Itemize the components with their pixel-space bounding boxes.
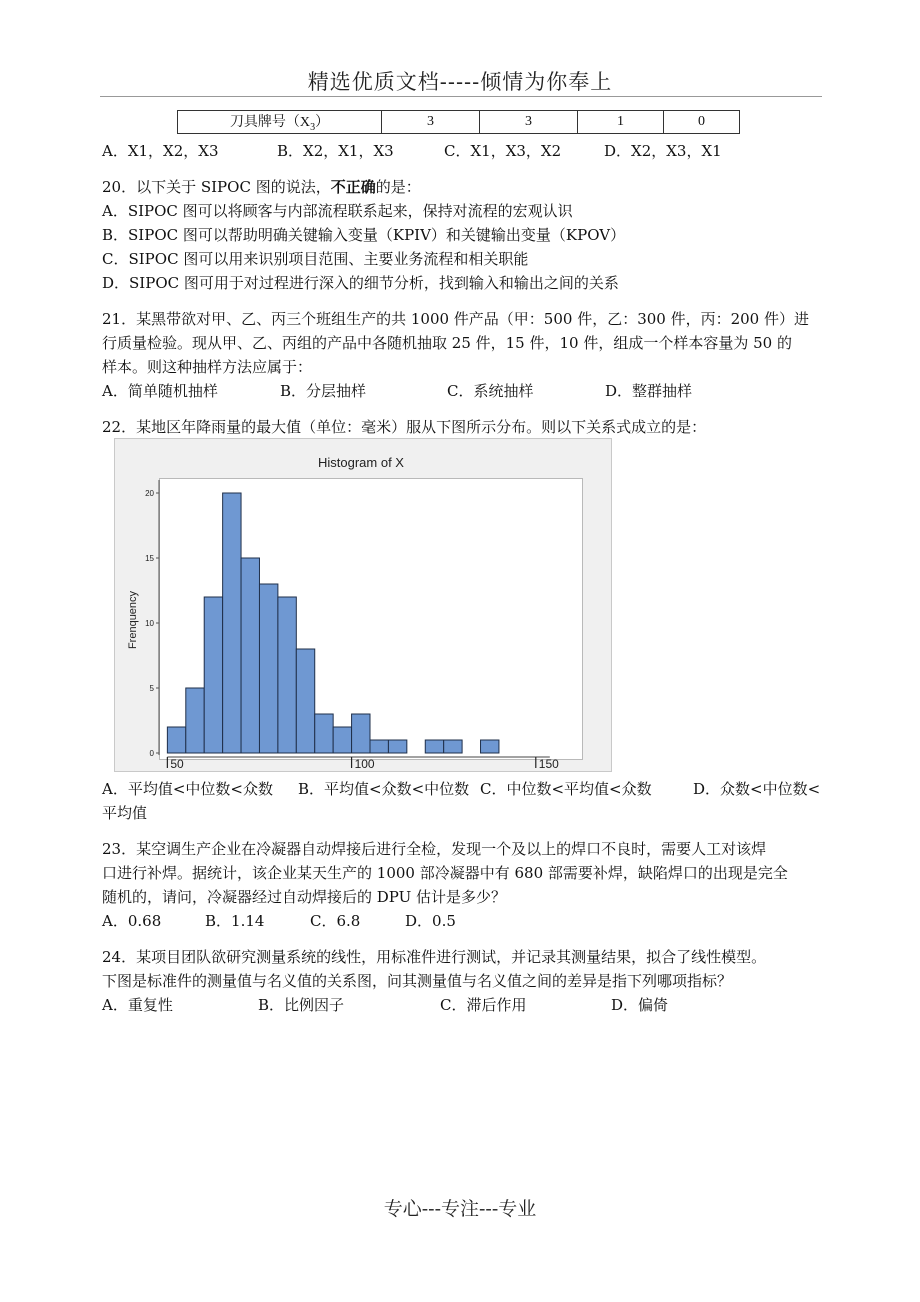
- q22-option-d: D．众数<中位数<: [693, 780, 821, 798]
- y-tick-label: 10: [145, 619, 154, 628]
- q21-option-c: C．系统抽样: [447, 382, 534, 400]
- q23-option-c: C．6.8: [310, 912, 361, 930]
- y-tick-label: 5: [149, 684, 154, 693]
- q20-option-a: A．SIPOC 图可以将顾客与内部流程联系起来，保持对流程的宏观认识: [102, 202, 573, 220]
- table-cell: 3: [480, 111, 578, 134]
- q20-option-d: D．SIPOC 图可用于对过程进行深入的细节分析，找到输入和输出之间的关系: [102, 274, 619, 292]
- q20-option-c: C．SIPOC 图可以用来识别项目范围、主要业务流程和相关职能: [102, 250, 529, 268]
- q24-stem-line-1: 24．某项目团队欲研究测量系统的线性，用标准件进行测试，并记录其测量结果，拟合了线性模型。: [102, 948, 767, 966]
- q24-option-b: B．比例因子: [258, 996, 345, 1014]
- q22-option-c: C．中位数<平均值<众数: [480, 780, 652, 798]
- q20-option-b: B．SIPOC 图可以帮助明确关键输入变量（KPIV）和关键输出变量（KPOV）: [102, 226, 626, 244]
- q21-stem-line-3: 样本。则这种抽样方法应属于：: [102, 358, 313, 376]
- q23-option-a: A．0.68: [102, 912, 162, 930]
- x-tick-label: 50: [170, 757, 184, 771]
- q19-option-d: D．X2，X3，X1: [604, 142, 722, 160]
- q24-option-d: D．偏倚: [611, 996, 669, 1014]
- y-tick-label: 0: [149, 749, 154, 758]
- q19-option-b: B．X2，X1，X3: [277, 142, 394, 160]
- q21-option-d: D．整群抽样: [605, 382, 693, 400]
- table-cell: 0: [664, 111, 740, 134]
- q22-option-a: A．平均值<中位数<众数: [102, 780, 273, 798]
- q22-option-b: B．平均值<众数<中位数: [298, 780, 470, 798]
- header-divider: [100, 96, 822, 97]
- q21-option-b: B．分层抽样: [280, 382, 367, 400]
- q24-stem-line-2: 下图是标准件的测量值与名义值的关系图，问其测量值与名义值之间的差异是指下列哪项指标？: [102, 972, 733, 990]
- table-cell: 1: [578, 111, 664, 134]
- histogram-plot-area: [159, 478, 583, 760]
- x-tick-label: 150: [538, 757, 559, 771]
- q21-stem-line-1: 21．某黑带欲对甲、乙、丙三个班组生产的共 1000 件产品（甲：500 件，乙：300 件，丙：200 件）进: [102, 310, 809, 328]
- q19-option-c: C．X1，X3，X2: [444, 142, 562, 160]
- q19-option-a: A．X1，X2，X3: [102, 142, 219, 160]
- x-tick-label: 100: [354, 757, 375, 771]
- q23-option-d: D．0.5: [405, 912, 456, 930]
- q23-stem-line-3: 随机的，请问，冷凝器经过自动焊接后的 DPU 估计是多少？: [102, 888, 507, 906]
- chart-title: Histogram of X: [318, 455, 404, 470]
- q23-stem-line-2: 口进行补焊。据统计，该企业某天生产的 1000 部冷凝器中有 680 部需要补焊，缺陷焊口的出现是完全: [102, 864, 788, 882]
- q21-option-a: A．简单随机抽样: [102, 382, 218, 400]
- table-cell: 3: [382, 111, 480, 134]
- q23-option-b: B．1.14: [205, 912, 265, 930]
- data-table: [177, 110, 740, 134]
- table-row: [178, 111, 740, 134]
- q22-option-d-continued: 平均值: [102, 804, 148, 822]
- document-header-title: 精选优质文档-----倾情为你奉上: [307, 70, 613, 94]
- y-axis-label: Frenquency: [127, 590, 139, 650]
- table-row-label: 刀具牌号$(X_3)$: [178, 111, 382, 134]
- q21-stem-line-2: 行质量检验。现从甲、乙、丙组的产品中各随机抽取 25 件，15 件，10 件，组成一个样本容量为 50 的: [102, 334, 792, 352]
- y-tick-label: 15: [145, 554, 154, 563]
- q20-stem: 20．以下关于 SIPOC 图的说法，不正确的是：: [102, 178, 421, 196]
- q23-stem-line-1: 23．某空调生产企业在冷凝器自动焊接后进行全检，发现一个及以上的焊口不良时，需要人工对该焊: [102, 840, 767, 858]
- q22-stem: 22．某地区年降雨量的最大值（单位：毫米）服从下图所示分布。则以下关系式成立的是：: [102, 418, 707, 436]
- q24-option-c: C．滞后作用: [440, 996, 527, 1014]
- y-tick-label: 20: [145, 489, 154, 498]
- q24-option-a: A．重复性: [102, 996, 173, 1014]
- document-footer: 专心---专注---专业: [383, 1198, 537, 1220]
